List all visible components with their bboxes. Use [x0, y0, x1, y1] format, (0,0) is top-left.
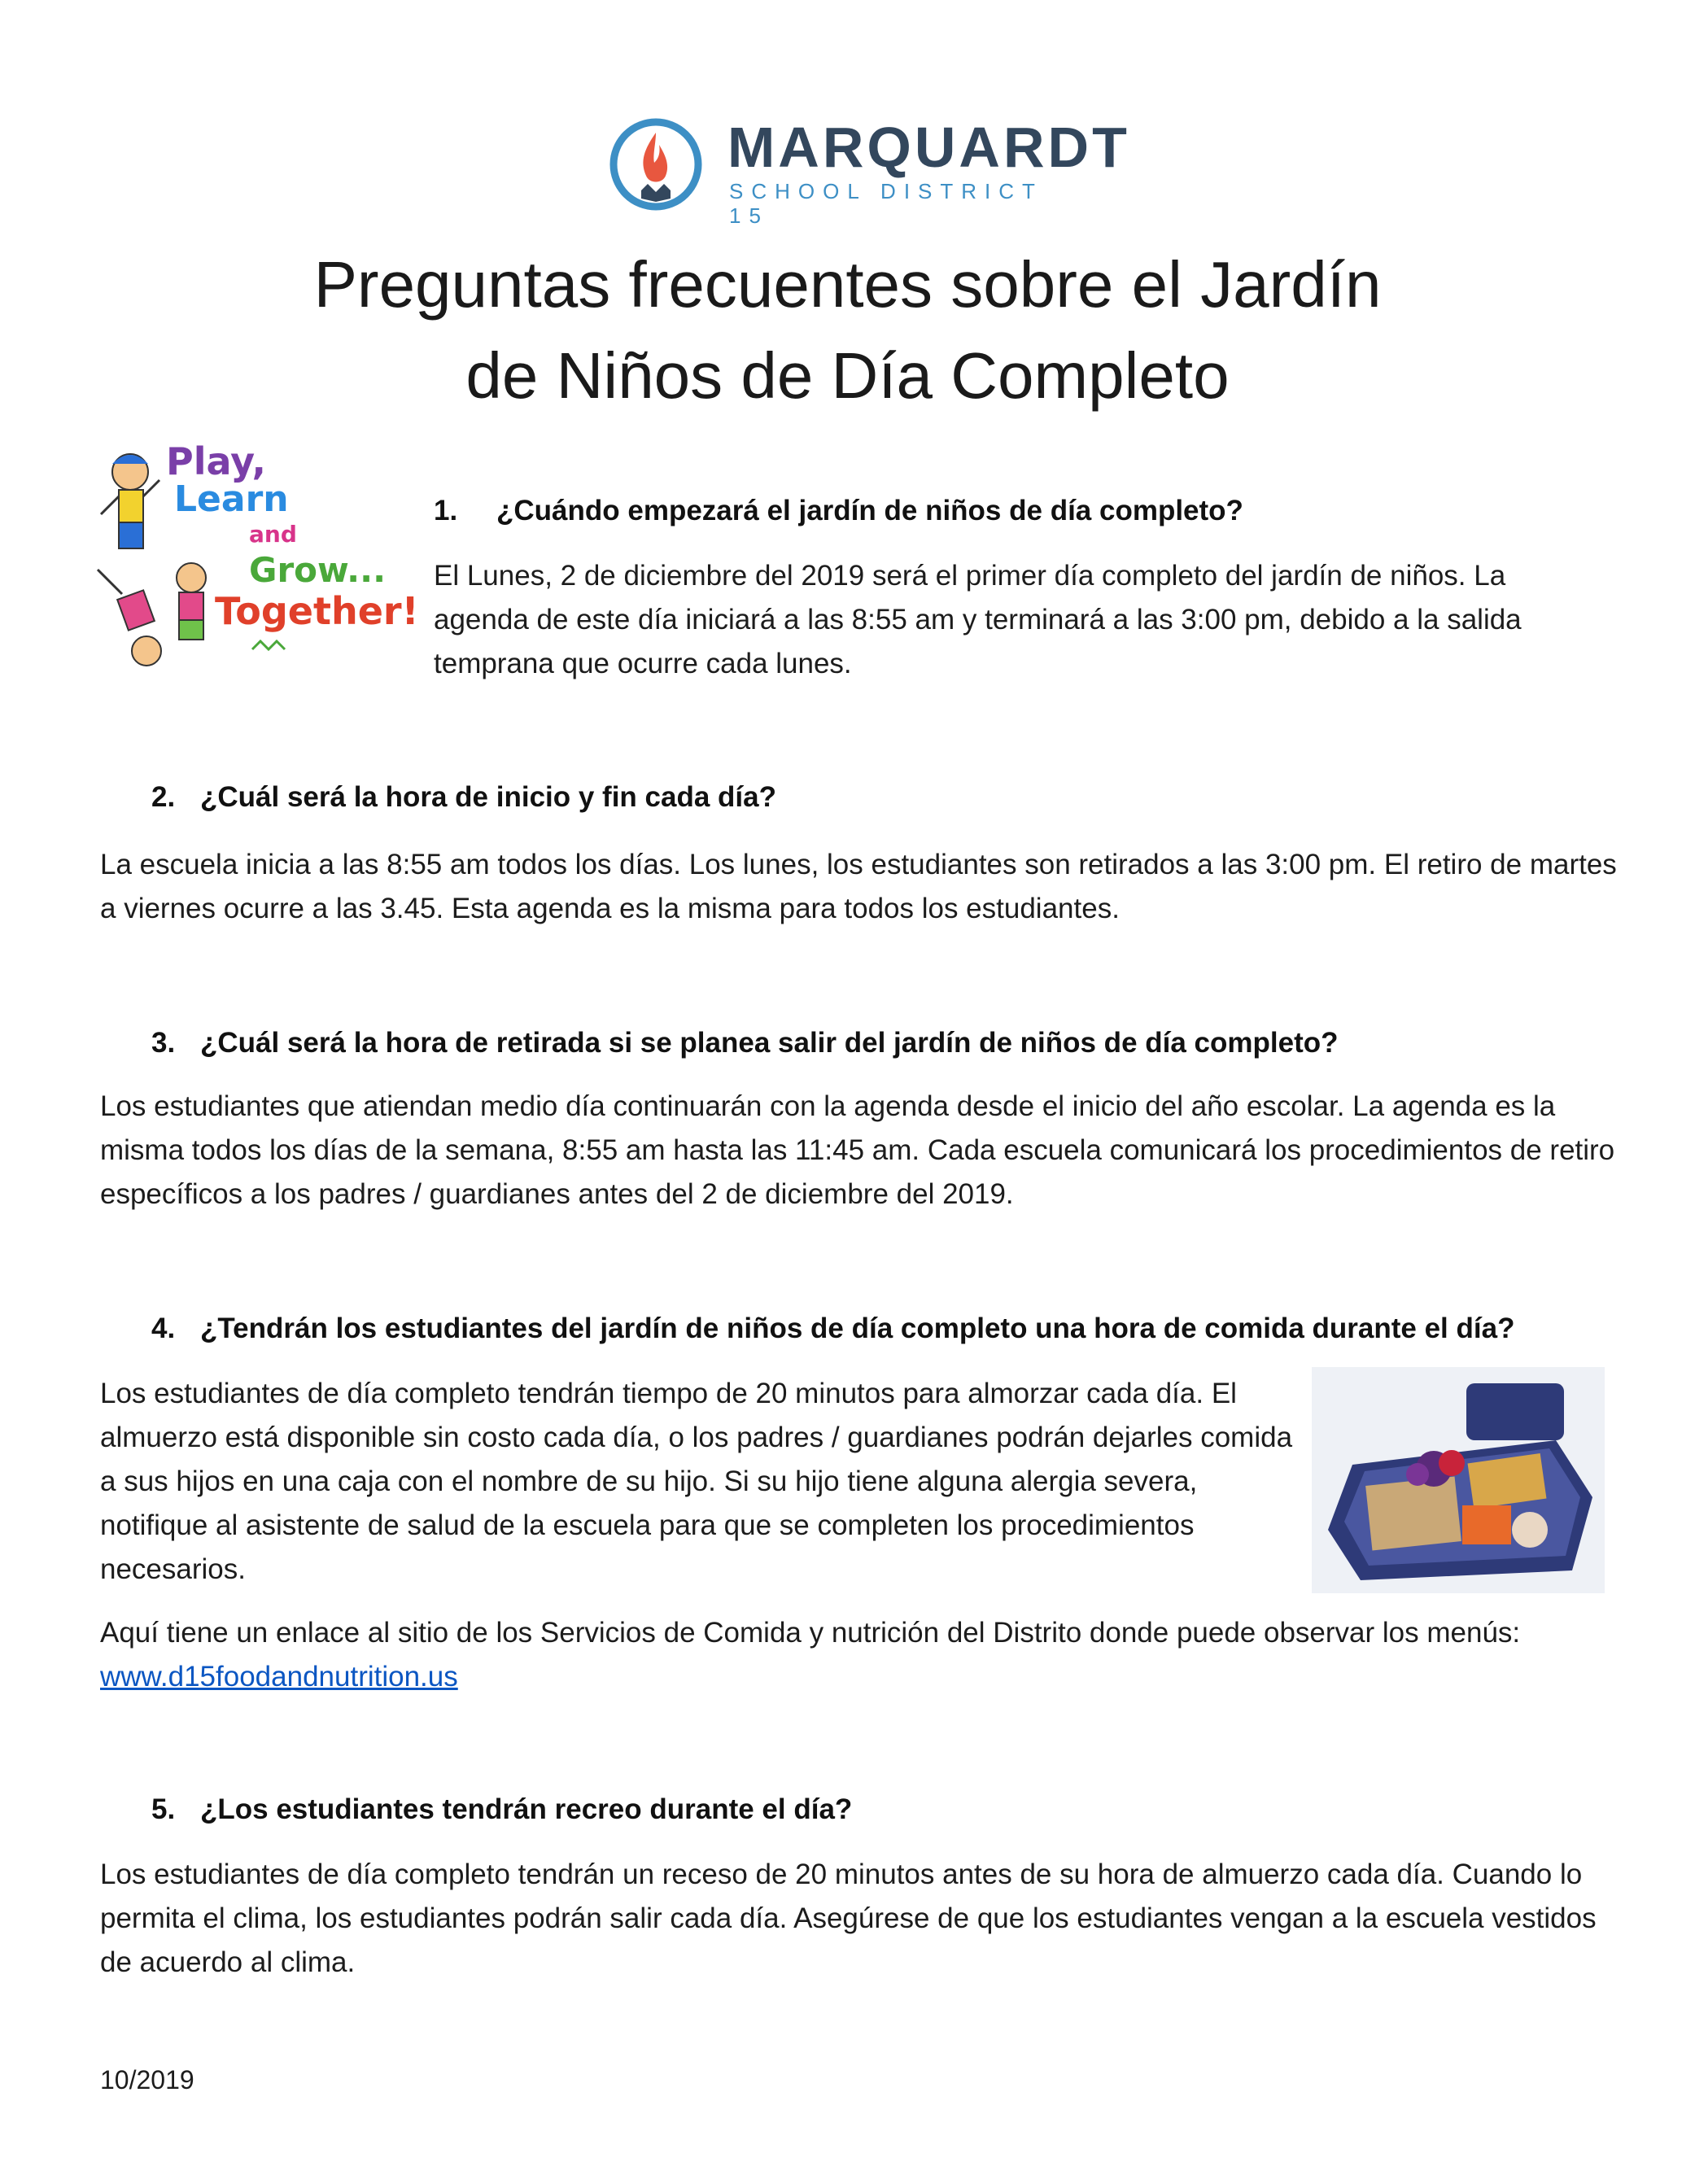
faq-answer-1: El Lunes, 2 de diciembre del 2019 será el primer día completo del jardín de niños. La agenda de este día iniciará a las 8:55 am y terminará a las 3:00 pm, debido a la salida temprana que ocurre cada lunes.: [434, 560, 1522, 679]
faq-link-intro: Aquí tiene un enlace al sitio de los Servicios de Comida y nutrición del Distrito donde puede observar los menús:: [100, 1617, 1521, 1649]
logo-subtitle: SCHOOL DISTRICT 15: [729, 179, 1043, 228]
flame-logo-icon: [605, 112, 711, 218]
lunchbox-photo: [1312, 1367, 1605, 1593]
faq-question-text-3: ¿Cuál será la hora de retirada si se planea salir del jardín de niños de día completo?: [200, 1027, 1339, 1059]
faq-answer-3: Los estudiantes que atiendan medio día continuarán con la agenda desde el inicio del año escolar. La agenda es la misma todos los días de la semana, 8:55 am hasta las 11:45 am. Cada escuela comunicará los procedimientos de retiro específicos a los padres / guardianes antes del 2 de diciembre del 2019.: [100, 1090, 1615, 1210]
faq-question-4: [151, 1308, 1649, 1349]
faq-question-text-5: ¿Los estudiantes tendrán recreo durante el día?: [200, 1793, 853, 1825]
faq-question-3: [151, 1023, 1632, 1064]
page-title-line1: Preguntas frecuentes sobre el Jardín: [313, 248, 1382, 321]
logo-name: MARQUARDT: [727, 116, 1130, 179]
clipart-word-and: and: [249, 521, 297, 548]
district-logo: [605, 112, 1130, 228]
clipart-word-together: Together!: [215, 589, 419, 633]
faq-number-5: 5.: [151, 1793, 176, 1825]
faq-link-paragraph-4: [100, 1611, 1630, 1699]
faq-number-3: 3.: [151, 1027, 176, 1059]
faq-question-text-1: ¿Cuándo empezará el jardín de niños de día completo?: [496, 495, 1243, 526]
faq-answer-2: La escuela inicia a las 8:55 am todos los días. Los lunes, los estudiantes son retirados a las 3:00 pm. El retiro de martes a viernes ocurre a las 3.45. Esta agenda es la misma para todos los estudiantes.: [100, 849, 1617, 924]
page-title: [0, 239, 1695, 422]
footer-date: 10/2019: [100, 2065, 194, 2094]
faq-number-1: 1.: [434, 495, 458, 526]
page-title-line2: de Niños de Día Completo: [465, 339, 1230, 412]
clipart-word-grow: Grow...: [249, 550, 387, 590]
faq-answer-5: Los estudiantes de día completo tendrán un receso de 20 minutos antes de su hora de almuerzo cada día. Cuando lo permita el clima, los estudiantes podrán salir cada día. Asegúrese de que los estudiantes vengan a la escuela vestidos de acuerdo al clima.: [100, 1859, 1597, 1978]
play-learn-grow-clipart: [90, 439, 419, 675]
faq-question-1: [434, 491, 1614, 531]
faq-number-4: 4.: [151, 1313, 176, 1344]
faq-question-text-2: ¿Cuál será la hora de inicio y fin cada día?: [200, 781, 776, 813]
faq-question-5: [151, 1789, 1616, 1830]
faq-number-2: 2.: [151, 781, 176, 813]
faq-question-text-4: ¿Tendrán los estudiantes del jardín de niños de día completo una hora de comida durante el día?: [200, 1313, 1515, 1344]
faq-answer-4: Los estudiantes de día completo tendrán tiempo de 20 minutos para almorzar cada día. El almuerzo está disponible sin costo cada día, o los padres / guardianes podrán dejarles comida a sus hijos en una caja con el nombre de su hijo. Si su hijo tiene alguna alergia severa, notifique al asistente de salud de la escuela para que se completen los procedimientos necesarios.: [100, 1378, 1293, 1585]
clipart-word-learn: Learn: [174, 478, 289, 520]
faq-question-2: [151, 777, 1616, 818]
food-nutrition-link[interactable]: www.d15foodandnutrition.us: [100, 1661, 458, 1693]
lunchbox-illustration: [1312, 1367, 1605, 1593]
clipart-word-play: Play,: [166, 439, 266, 483]
